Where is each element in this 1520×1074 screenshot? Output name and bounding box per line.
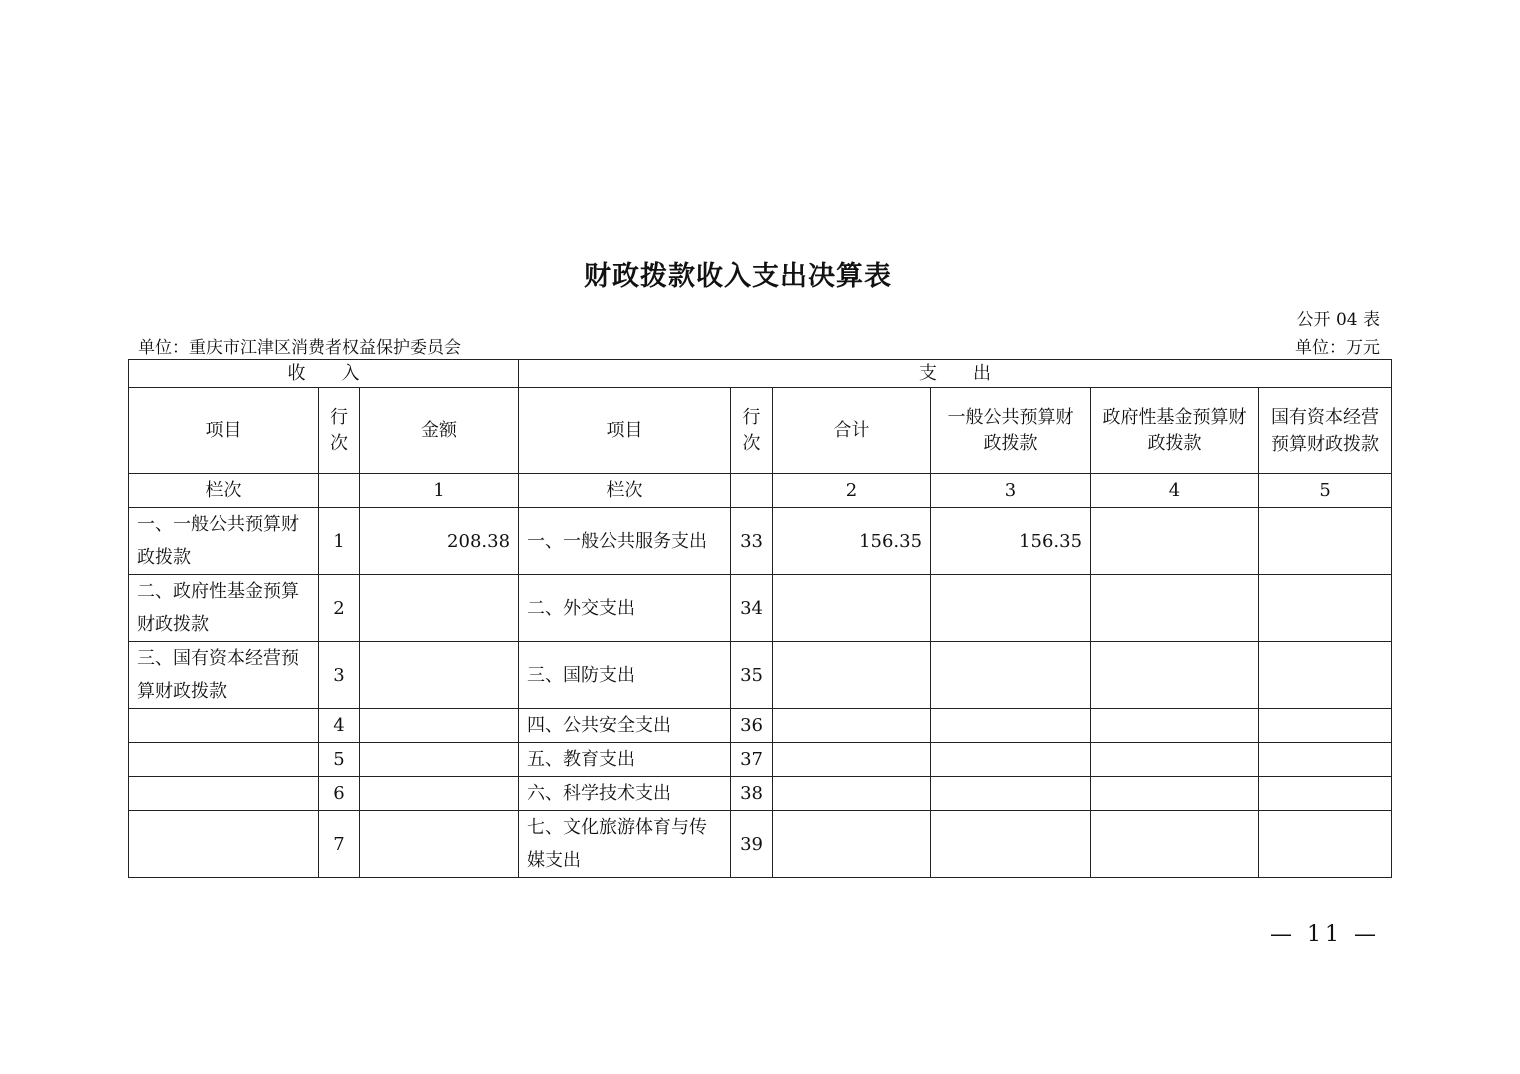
expense-row-no: 34 (731, 575, 773, 642)
expense-general (931, 777, 1091, 811)
header-income-item: 项目 (129, 388, 319, 474)
income-item: 一、一般公共预算财政拨款 (129, 508, 319, 575)
income-row-no: 3 (319, 642, 360, 709)
income-amount (360, 709, 519, 743)
income-row-no: 5 (319, 743, 360, 777)
income-amount (360, 811, 519, 878)
expense-total (773, 777, 931, 811)
section-expense: 支 出 (519, 360, 1392, 388)
unit-organization: 单位：重庆市江津区消费者权益保护委员会 (138, 338, 461, 358)
index-label-right: 栏次 (519, 474, 731, 508)
expense-state-capital (1259, 575, 1392, 642)
header-gov-fund: 政府性基金预算财政拨款 (1091, 388, 1259, 474)
income-row-no: 4 (319, 709, 360, 743)
expense-row-no: 36 (731, 709, 773, 743)
index-col-2: 2 (773, 474, 931, 508)
header-expense-item: 项目 (519, 388, 731, 474)
index-label-left: 栏次 (129, 474, 319, 508)
table-row (129, 575, 1392, 642)
expense-general (931, 709, 1091, 743)
index-income-amount: 1 (360, 474, 519, 508)
index-col-4: 4 (1091, 474, 1259, 508)
header-total: 合计 (773, 388, 931, 474)
header-state-capital: 国有资本经营预算财政拨款 (1259, 388, 1392, 474)
index-blank-right (731, 474, 773, 508)
income-item (129, 777, 319, 811)
expense-gov-fund (1091, 709, 1259, 743)
income-row-no: 1 (319, 508, 360, 575)
page-number: — 11 — (1270, 922, 1380, 947)
expense-state-capital (1259, 777, 1392, 811)
expense-gov-fund (1091, 508, 1259, 575)
expense-gov-fund (1091, 743, 1259, 777)
expense-item: 三、国防支出 (519, 642, 731, 709)
expense-row-no: 37 (731, 743, 773, 777)
section-income: 收 入 (129, 360, 519, 388)
header-income-amount: 金额 (360, 388, 519, 474)
income-item (129, 709, 319, 743)
expense-general: 156.35 (931, 508, 1091, 575)
finance-table (128, 359, 1392, 878)
header-general-budget: 一般公共预算财政拨款 (931, 388, 1091, 474)
header-income-row-no: 行 次 (319, 388, 360, 474)
expense-general (931, 575, 1091, 642)
income-row-no: 2 (319, 575, 360, 642)
expense-row-no: 38 (731, 777, 773, 811)
expense-total (773, 642, 931, 709)
table-row (129, 811, 1392, 878)
income-item (129, 743, 319, 777)
expense-gov-fund (1091, 811, 1259, 878)
income-row-no: 6 (319, 777, 360, 811)
expense-gov-fund (1091, 642, 1259, 709)
income-item: 三、国有资本经营预算财政拨款 (129, 642, 319, 709)
expense-total (773, 575, 931, 642)
expense-state-capital (1259, 508, 1392, 575)
expense-item: 四、公共安全支出 (519, 709, 731, 743)
table-row (129, 709, 1392, 743)
expense-row-no: 35 (731, 642, 773, 709)
column-header-row (129, 388, 1392, 474)
income-amount: 208.38 (360, 508, 519, 575)
income-amount (360, 743, 519, 777)
income-row-no: 7 (319, 811, 360, 878)
expense-gov-fund (1091, 575, 1259, 642)
expense-item: 六、科学技术支出 (519, 777, 731, 811)
index-col-3: 3 (931, 474, 1091, 508)
expense-item: 七、文化旅游体育与传媒支出 (519, 811, 731, 878)
income-item (129, 811, 319, 878)
index-blank-left (319, 474, 360, 508)
index-col-5: 5 (1259, 474, 1392, 508)
unit-currency: 单位：万元 (1295, 338, 1380, 358)
table-row (129, 777, 1392, 811)
expense-state-capital (1259, 642, 1392, 709)
expense-general (931, 811, 1091, 878)
expense-item: 一、一般公共服务支出 (519, 508, 731, 575)
page-title: 财政拨款收入支出决算表 (584, 261, 892, 292)
income-item: 二、政府性基金预算财政拨款 (129, 575, 319, 642)
table-row (129, 743, 1392, 777)
expense-state-capital (1259, 709, 1392, 743)
expense-state-capital (1259, 811, 1392, 878)
table-row (129, 642, 1392, 709)
expense-total (773, 811, 931, 878)
expense-general (931, 642, 1091, 709)
table-row (129, 508, 1392, 575)
table-code: 公开 04 表 (1296, 310, 1380, 330)
column-index-row (129, 474, 1392, 508)
expense-row-no: 39 (731, 811, 773, 878)
expense-gov-fund (1091, 777, 1259, 811)
section-header-row (129, 360, 1392, 388)
income-amount (360, 575, 519, 642)
expense-total (773, 709, 931, 743)
expense-total: 156.35 (773, 508, 931, 575)
expense-state-capital (1259, 743, 1392, 777)
expense-general (931, 743, 1091, 777)
expense-row-no: 33 (731, 508, 773, 575)
expense-item: 二、外交支出 (519, 575, 731, 642)
expense-item: 五、教育支出 (519, 743, 731, 777)
header-expense-row-no: 行 次 (731, 388, 773, 474)
income-amount (360, 777, 519, 811)
expense-total (773, 743, 931, 777)
income-amount (360, 642, 519, 709)
